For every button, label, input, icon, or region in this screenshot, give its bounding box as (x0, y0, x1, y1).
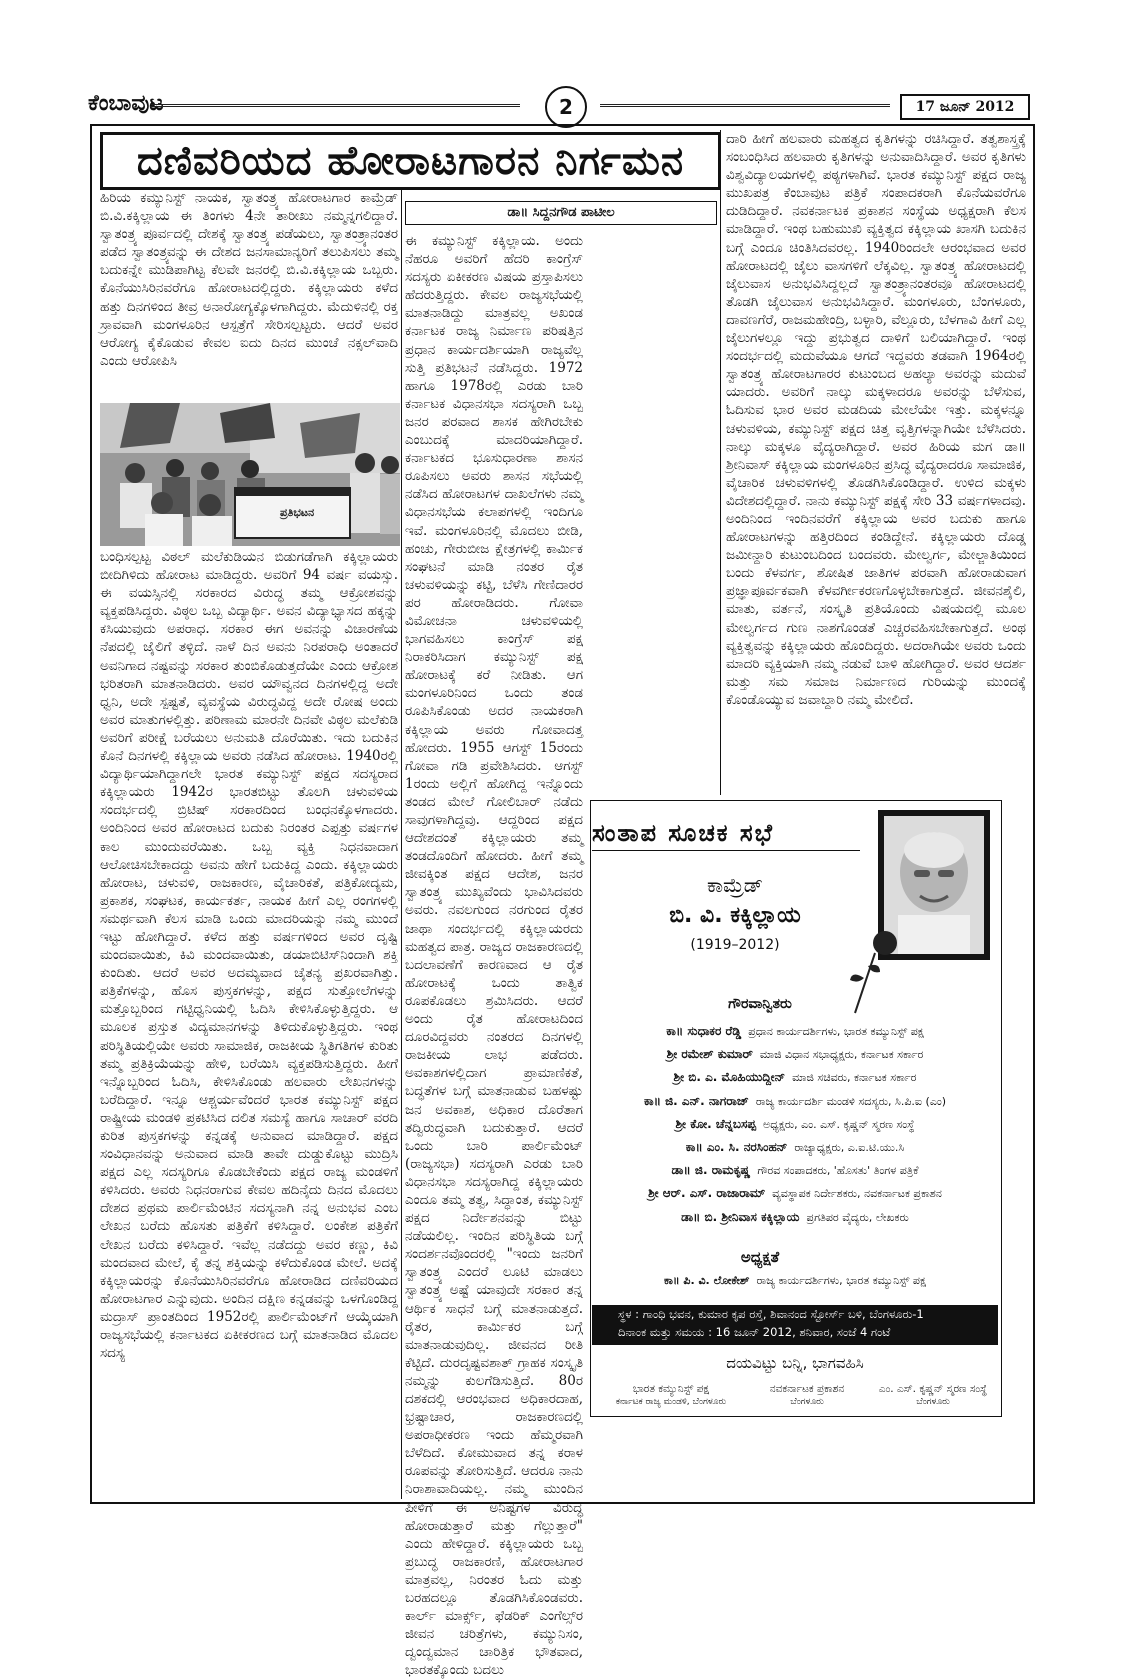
list-item: ಡಾ॥ ಬಿ. ಶ್ರೀನಿವಾಸ ಕಕ್ಕಿಲ್ಲಾಯ ಪ್ರಗತಿಪರ ವೈದ್ಯರು, ಲೇಖಕರು (681, 1209, 909, 1224)
organizer-1: ಭಾರತ ಕಮ್ಯುನಿಸ್ಟ್ ಪಕ್ಷ ಕರ್ನಾಟಕ ರಾಜ್ಯ ಮಂಡಳಿ, ಬೆಂಗಳೂರು (615, 1383, 727, 1407)
list-item: ಶ್ರೀ ಆರ್. ಎಸ್. ರಾಜಾರಾಮ್ ವ್ಯವಸ್ಥಾಪಕ ನಿರ್ದೇಶಕರು, ನವಕರ್ನಾಟಕ ಪ್ರಕಾಶನ (648, 1186, 942, 1201)
datetime-text: ದಿನಾಂಕ ಮತ್ತು ಸಮಯ : 16 ಜೂನ್ 2012, ಶನಿವಾರ, ಸಂಜೆ 4 ಗಂಟೆ (618, 1325, 891, 1339)
list-item: ಶ್ರೀ ಬಿ. ಎ. ಮೊಹಿಯುದ್ದೀನ್ ಮಾಜಿ ಸಚಿವರು, ಕರ್ನಾಟಕ ಸರ್ಕಾರ (673, 1070, 917, 1085)
chair-person (600, 1274, 990, 1288)
column-divider (401, 189, 402, 1499)
banner-text: ಪ್ರತಿಭಟನ (280, 506, 315, 519)
organizer-2: ನವಕರ್ನಾಟಕ ಪ್ರಕಾಶನ ಬೆಂಗಳೂರು (769, 1383, 845, 1407)
organizer-3: ಎಂ. ಎಸ್. ಕೃಷ್ಣನ್ ಸ್ಮರಣ ಸಂಸ್ಥೆ ಬೆಂಗಳೂರು (878, 1383, 988, 1407)
page-number: 2 (545, 86, 587, 128)
article-column-3 (726, 130, 1026, 795)
notice-deceased-name: ಬಿ. ವಿ. ಕಕ್ಕಿಲ್ಲಾಯ (669, 903, 801, 928)
newspaper-name: ಕೆಂಬಾವುಟ (88, 90, 164, 116)
article-byline: ಡಾ॥ ಸಿದ್ದನಗೌಡ ಪಾಟೀಲ (405, 201, 717, 225)
protest-photo (100, 403, 400, 546)
list-item: ಡಾ॥ ಜಿ. ರಾಮಕೃಷ್ಣ ಗೌರವ ಸಂಪಾದಕರು, 'ಹೊಸತು' ತಿಂಗಳ ಪತ್ರಿಕೆ (671, 1163, 919, 1178)
list-item: ಶ್ರೀ ರಮೇಶ್ ಕುಮಾರ್ ಮಾಜಿ ವಿಧಾನ ಸಭಾಧ್ಯಕ್ಷರು, ಕರ್ನಾಟಕ ಸರ್ಕಾರ (666, 1047, 924, 1062)
article-column-1-top (100, 189, 398, 401)
chair-name: ಕಾ॥ ಪಿ. ವಿ. ಲೋಕೇಶ್ (664, 1274, 750, 1287)
article-headline: ದಣಿವರಿಯದ ಹೋರಾಟಗಾರನ ನಿರ್ಗಮನ (100, 132, 721, 190)
header-divider-right (600, 104, 890, 107)
guest-list (600, 1020, 990, 1229)
guests-heading: ಗೌರವಾನ್ವಿತರು (728, 996, 792, 1012)
paragraph: ಹಿರಿಯ ಕಮ್ಯುನಿಸ್ಟ್ ನಾಯಕ, ಸ್ವಾತಂತ್ರ್ಯ ಹೋರಾಟಗಾರ ಕಾಮ್ರೆಡ್ ಬಿ.ವಿ.ಕಕ್ಕಿಲ್ಲಾಯ ಈ ತಿಂಗಳು 4ನೇ ತಾರೀಖು ನಮ್ಮನ್ನಗಲಿದ್ದಾರೆ. ಸ್ವಾತಂತ್ರ್ಯ ಪೂರ್ವದಲ್ಲಿ ದೇಶಕ್ಕೆ ಸ್ವಾತಂತ್ರ್ಯ ಪಡೆಯಲು, ಸ್ವಾತಂತ್ರ್ಯಾನಂತರ ಪಡೆದ ಸ್ವಾತಂತ್ರ್ಯವನ್ನು ಈ ದೇಶದ ಜನಸಾಮಾನ್ಯರಿಗೆ ತಲುಪಿಸಲು ತಮ್ಮ ಬದುಕನ್ನೇ ಮುಡಿಪಾಗಿಟ್ಟ ಕೆಲವೇ ಜನರಲ್ಲಿ ಬಿ.ವಿ.ಕಕ್ಕಿಲ್ಲಾಯ ಒಬ್ಬರು. ಕೊನೆಯುಸಿರಿನವರೆಗೂ ಹೋರಾಟದಲ್ಲಿದ್ದರು. ಕಕ್ಕಿಲ್ಲಾಯರು ಕಳೆದ ಹತ್ತು ದಿನಗಳಿಂದ ತೀವ್ರ ಅನಾರೋಗ್ಯಕ್ಕೊಳಗಾಗಿದ್ದರು. ಮೆದುಳಿನಲ್ಲಿ ರಕ್ತ ಸ್ರಾವವಾಗಿ ಮಂಗಳೂರಿನ ಆಸ್ಪತ್ರೆಗೆ ಸೇರಿಸಲ್ಪಟ್ಟರು. ಆದರೆ ಅವರ ಆರೋಗ್ಯ ಕೈಕೊಡುವ ಕೇವಲ ಐದು ದಿನದ ಮುಂಚೆ ನಕ್ಸಲ್‌ವಾದಿ ಎಂದು ಆರೋಪಿಸಿ (100, 190, 398, 369)
paragraph: ಈ ಕಮ್ಯುನಿಸ್ಟ್ ಕಕ್ಕಿಲ್ಲಾಯ. ಅಂದು ನೆಹರೂ ಅವರಿಗೆ ಹೆದರಿ ಕಾಂಗ್ರೆಸ್ ಸದಸ್ಯರು ಏಕೀಕರಣ ವಿಷಯ ಪ್ರಸ್ತಾಪಿಸಲು ಹೆದರುತ್ತಿದ್ದರು. ಕೇವಲ ರಾಜ್ಯಸಭೆಯಲ್ಲಿ ಮಾತನಾಡಿದ್ದು ಮಾತ್ರವಲ್ಲ ಅಖಂಡ ಕರ್ನಾಟಕ ರಾಜ್ಯ ನಿರ್ಮಾಣ ಪರಿಷತ್ತಿನ ಪ್ರಧಾನ ಕಾರ್ಯದರ್ಶಿಯಾಗಿ ರಾಜ್ಯವೆಲ್ಲ ಸುತ್ತಿ ಪ್ರತಿಭಟನೆ ನಡೆಸಿದ್ದರು. 1972 ಹಾಗೂ 1978ರಲ್ಲಿ ಎರಡು ಬಾರಿ ಕರ್ನಾಟಕ ವಿಧಾನಸಭಾ ಸದಸ್ಯರಾಗಿ ಒಬ್ಬ ಜನರ ಪರವಾದ ಶಾಸಕ ಹೇಗಿರಬೇಕು ಎಂಬುದಕ್ಕೆ ಮಾದರಿಯಾಗಿದ್ದಾರೆ. ಕರ್ನಾಟಕದ ಭೂಸುಧಾರಣಾ ಶಾಸನ ರೂಪಿಸಲು ಅವರು ಶಾಸನ ಸಭೆಯಲ್ಲಿ ನಡೆಸಿದ ಹೋರಾಟಗಳ ದಾಖಲೆಗಳು ನಮ್ಮ ವಿಧಾನಸಭೆಯ ಕಲಾಪಗಳಲ್ಲಿ ಇಂದಿಗೂ ಇವೆ. ಮಂಗಳೂರಿನಲ್ಲಿ ಮೊದಲು ಬೀಡಿ, ಹಂಚು, ಗೇರುಬೀಜ ಕ್ಷೇತ್ರಗಳಲ್ಲಿ ಕಾರ್ಮಿಕ ಸಂಘಟನೆ ಮಾಡಿ ನಂತರ ರೈತ ಚಳುವಳಿಯನ್ನು ಕಟ್ಟಿ, ಬೆಳೆಸಿ ಗೇಣಿದಾರರ ಪರ ಹೋರಾಡಿದರು. ಗೋವಾ ವಿಮೋಚನಾ ಚಳುವಳಿಯಲ್ಲಿ ಭಾಗವಹಿಸಲು ಕಾಂಗ್ರೆಸ್ ಪಕ್ಷ ನಿರಾಕರಿಸಿದಾಗ ಕಮ್ಯುನಿಸ್ಟ್ ಪಕ್ಷ ಹೋರಾಟಕ್ಕೆ ಕರೆ ನೀಡಿತು. ಆಗ ಮಂಗಳೂರಿನಿಂದ ಒಂದು ತಂಡ ರೂಪಿಸಿಕೊಂಡು ಅದರ ನಾಯಕರಾಗಿ ಕಕ್ಕಿಲ್ಲಾಯ ಅವರು ಗೋವಾದತ್ತ ಹೋದರು. 1955 ಆಗಸ್ಟ್ 15ರಂದು ಗೋವಾ ಗಡಿ ಪ್ರವೇಶಿಸಿದರು. ಆಗಸ್ಟ್ 1ರಂದು ಅಲ್ಲಿಗೆ ಹೋಗಿದ್ದ ಇನ್ನೊಂದು ತಂಡದ ಮೇಲೆ ಗೋಲಿಬಾರ್ ನಡೆದು ಸಾವುಗಳಾಗಿದ್ದವು. ಆದ್ದರಿಂದ ಪಕ್ಷದ ಆದೇಶದಂತೆ ಕಕ್ಕಿಲ್ಲಾಯರು ತಮ್ಮ ತಂಡದೊಂದಿಗೆ ಹೋದರು. ಹೀಗೆ ತಮ್ಮ ಜೀವಕ್ಕಿಂತ ಪಕ್ಷದ ಆದೇಶ, ಜನರ ಸ್ವಾತಂತ್ರ್ಯ ಮುಖ್ಯವೆಂದು ಭಾವಿಸಿದವರು ಅವರು. ನವಲಗುಂದ ನರಗುಂದ ರೈತರ ಜಾಥಾ ಸಂದರ್ಭದಲ್ಲಿ ಕಕ್ಕಿಲ್ಲಾಯರದು ಮಹತ್ವದ ಪಾತ್ರ. ರಾಜ್ಯದ ರಾಜಕಾರಣದಲ್ಲಿ ಬದಲಾವಣೆಗೆ ಕಾರಣವಾದ ಆ ರೈತ ಹೋರಾಟಕ್ಕೆ ಒಂದು ತಾತ್ವಿಕ ರೂಪಕೊಡಲು ಶ್ರಮಿಸಿದರು. ಆದರೆ ಅಂದು ರೈತ ಹೋರಾಟದಿಂದ ದೂರವಿದ್ದವರು ನಂತರದ ದಿನಗಳಲ್ಲಿ ರಾಜಕೀಯ ಲಾಭ ಪಡೆದರು. ಅವಕಾಶಗಳಲ್ಲಿದಾಗ ಪ್ರಾಮಾಣಿಕತೆ, ಬದ್ಧತೆಗಳ ಬಗ್ಗೆ ಮಾತನಾಡುವ ಬಹಳಷ್ಟು ಜನ ಅವಕಾಶ, ಅಧಿಕಾರ ದೊರೆತಾಗ ತದ್ವಿರುದ್ಧವಾಗಿ ಬದುಕುತ್ತಾರೆ. ಆದರೆ ಒಂದು ಬಾರಿ ಪಾರ್ಲಿಮೆಂಟ್ (ರಾಜ್ಯಸಭಾ) ಸದಸ್ಯರಾಗಿ ಎರಡು ಬಾರಿ ವಿಧಾನಸಭಾ ಸದಸ್ಯರಾಗಿದ್ದ ಕಕ್ಕಿಲ್ಲಾಯರು ಎಂದೂ ತಮ್ಮ ತತ್ವ, ಸಿದ್ಧಾಂತ, ಕಮ್ಯುನಿಸ್ಟ್ ಪಕ್ಷದ ನಿರ್ದೇಶನವನ್ನು ಬಿಟ್ಟು ನಡೆಯಲಿಲ್ಲ. ಇಂದಿನ ಪರಿಸ್ಥಿತಿಯ ಬಗ್ಗೆ ಸಂದರ್ಶನವೊಂದರಲ್ಲಿ "ಇಂದು ಜನರಿಗೆ ಸ್ವಾತಂತ್ರ್ಯ ಎಂದರೆ ಲೂಟಿ ಮಾಡಲು ಸ್ವಾತಂತ್ರ್ಯ ಅಷ್ಟೆ ಯಾವುದೇ ಸರಕಾರ ತನ್ನ ಆರ್ಥಿಕ ಸಾಧನೆ ಬಗ್ಗೆ ಮಾತನಾಡುತ್ತದೆ. ರೈತರ, ಕಾರ್ಮಿಕರ ಬಗ್ಗೆ ಮಾತನಾಡುವುದಿಲ್ಲ. ಜೀವನದ ರೀತಿ ಕೆಟ್ಟಿದೆ. ದುರದೃಷ್ಟವಶಾತ್ ಗ್ರಾಹಕ ಸಂಸ್ಕೃತಿ ನಮ್ಮನ್ನು ಕುಲಗೆಡಿಸುತ್ತಿದೆ. 80ರ ದಶಕದಲ್ಲಿ ಆರಂಭವಾದ ಅಧಿಕಾರದಾಹ, ಭ್ರಷ್ಟಾಚಾರ, ರಾಜಕಾರಣದಲ್ಲಿ ಅಪರಾಧೀಕರಣ ಇಂದು ಹೆಮ್ಮರವಾಗಿ ಬೆಳೆದಿದೆ. ಕೋಮುವಾದ ತನ್ನ ಕರಾಳ ರೂಪವನ್ನು ತೋರಿಸುತ್ತಿದೆ. ಆದರೂ ನಾನು ನಿರಾಶಾವಾದಿಯಲ್ಲ. ನಮ್ಮ ಮುಂದಿನ ಪೀಳಿಗೆ ಈ ಅನಿಷ್ಟಗಳ ವಿರುದ್ಧ ಹೋರಾಡುತ್ತಾರೆ ಮತ್ತು ಗೆಲ್ಲುತ್ತಾರೆ" ಎಂದು ಹೇಳಿದ್ದಾರೆ. ಕಕ್ಕಿಲ್ಲಾಯರು ಒಬ್ಬ ಪ್ರಬುದ್ಧ ರಾಜಕಾರಣಿ, ಹೋರಾಟಗಾರ ಮಾತ್ರವಲ್ಲ, ನಿರಂತರ ಓದು ಮತ್ತು ಬರಹದಲ್ಲೂ ತೊಡಗಿಸಿಕೊಂಡವರು. ಕಾರ್ಲ್ ಮಾರ್ಕ್ಸ್, ಫೆಡರಿಕ್ ಎಂಗೆಲ್ಸ್‌ರ ಜೀವನ ಚರಿತ್ರೆಗಳು, ಕಮ್ಯುನಿಸಂ, ದ್ವಂದ್ವಮಾನ ಚಾರಿತ್ರಿಕ ಭೌತವಾದ, ಭಾರತಕ್ಕೊಂದು ಬದಲು (405, 233, 583, 1679)
chair-role: ರಾಜ್ಯ ಕಾರ್ಯದರ್ಶಿಗಳು, ಭಾರತ ಕಮ್ಯುನಿಸ್ಟ್ ಪಕ್ಷ (756, 1274, 926, 1287)
notice-years: (1919–2012) (690, 937, 780, 953)
notice-honorific: ಕಾಮ್ರೆಡ್ (707, 873, 763, 897)
article-column-2 (405, 232, 583, 1679)
invitation-text: ದಯವಿಟ್ಟು ಬನ್ನಿ, ಭಾಗವಹಿಸಿ (726, 1354, 864, 1372)
paragraph: ದಾರಿ ಹೀಗೆ ಹಲವಾರು ಮಹತ್ವದ ಕೃತಿಗಳನ್ನು ರಚಿಸಿದ್ದಾರೆ. ತತ್ವಶಾಸ್ತ್ರಕ್ಕೆ ಸಂಬಂಧಿಸಿದ ಹಲವಾರು ಕೃತಿಗಳನ್ನು ಅನುವಾದಿಸಿದ್ದಾರೆ. ಅವರ ಕೃತಿಗಳು ವಿಶ್ವವಿದ್ಯಾಲಯಗಳಲ್ಲಿ ಪಠ್ಯಗಳಾಗಿವೆ. ಭಾರತ ಕಮ್ಯುನಿಸ್ಟ್ ಪಕ್ಷದ ರಾಜ್ಯ ಮುಖಪತ್ರ ಕೆಂಬಾವುಟ ಪತ್ರಿಕೆ ಸಂಪಾದಕರಾಗಿ ಕೊನೆಯವರೆಗೂ ದುಡಿದಿದ್ದಾರೆ. ನವಕರ್ನಾಟಕ ಪ್ರಕಾಶನ ಸಂಸ್ಥೆಯ ಅಧ್ಯಕ್ಷರಾಗಿ ಕೆಲಸ ಮಾಡಿದ್ದಾರೆ. ಇಂಥ ಬಹುಮುಖಿ ವ್ಯಕ್ತಿತ್ವದ ಕಕ್ಕಿಲ್ಲಾಯ ಖಾಸಗಿ ಬದುಕಿನ ಬಗ್ಗೆ ಎಂದೂ ಚಿಂತಿಸಿದವರಲ್ಲ. 1940ರಿಂದಲೇ ಆರಂಭವಾದ ಅವರ ಹೋರಾಟದಲ್ಲಿ ಜೈಲು ವಾಸಗಳಿಗೆ ಲೆಕ್ಕವಿಲ್ಲ. ಸ್ವಾತಂತ್ರ್ಯ ಹೋರಾಟದಲ್ಲಿ ಜೈಲುವಾಸ ಅನುಭವಿಸಿದ್ದಲ್ಲದೆ ಸ್ವಾತಂತ್ರ್ಯಾನಂತರವೂ ಹೋರಾಟದಲ್ಲಿ ತೊಡಗಿ ಜೈಲುವಾಸ ಅನುಭವಿಸಿದ್ದಾರೆ. ಮಂಗಳೂರು, ಬೆಂಗಳೂರು, ದಾವಣಗೆರೆ, ರಾಜಮಹೇಂದ್ರಿ, ಬಳ್ಳಾರಿ, ವೆಲ್ಲೂರು, ಬೆಳಗಾವಿ ಹೀಗೆ ಎಲ್ಲ ಜೈಲುಗಳಲ್ಲೂ ಇದ್ದು ಪ್ರಭುತ್ವದ ದಾಳಿಗೆ ಬಲಿಯಾಗಿದ್ದಾರೆ. ಇಂಥ ಸಂದರ್ಭದಲ್ಲಿ ಮದುವೆಯೂ ಆಗದೆ ಇದ್ದವರು ತಡವಾಗಿ 1964ರಲ್ಲಿ ಸ್ವಾತಂತ್ರ್ಯ ಹೋರಾಟಗಾರರ ಕುಟುಂಬದ ಅಹಲ್ಯಾ ಅವರನ್ನು ಮದುವೆ ಯಾದರು. ಅವರಿಗೆ ನಾಲ್ಕು ಮಕ್ಕಳಾದರೂ ಅವರನ್ನು ಬೆಳೆಸುವ, ಓದಿಸುವ ಭಾರ ಅವರ ಮಡದಿಯ ಮೇಲೆಯೇ ಇತ್ತು. ಮಕ್ಕಳನ್ನೂ ಚಳುವಳಿಯ, ಕಮ್ಯುನಿಸ್ಟ್ ಪಕ್ಷದ ಚಿತ್ತ ವೃತ್ತಿಗಳನ್ನಾಗಿಯೇ ಬೆಳೆಸಿದರು. ನಾಲ್ಕು ಮಕ್ಕಳೂ ವೈದ್ಯರಾಗಿದ್ದಾರೆ. ಅವರ ಹಿರಿಯ ಮಗ ಡಾ॥ ಶ್ರೀನಿವಾಸ್ ಕಕ್ಕಿಲ್ಲಾಯ ಮಂಗಳೂರಿನ ಪ್ರಸಿದ್ಧ ವೈದ್ಯರಾದರೂ ಸಾಮಾಜಿಕ, ವೈಚಾರಿಕ ಚಳುವಳಿಗಳಲ್ಲಿ ತೊಡಗಿಸಿಕೊಂಡಿದ್ದಾರೆ. ಉಳಿದ ಮಕ್ಕಳು ವಿದೇಶದಲ್ಲಿದ್ದಾರೆ. ನಾನು ಕಮ್ಯುನಿಸ್ಟ್ ಪಕ್ಷಕ್ಕೆ ಸೇರಿ 33 ವರ್ಷಗಳಾದವು. ಅಂದಿನಿಂದ ಇಂದಿನವರೆಗೆ ಕಕ್ಕಿಲ್ಲಾಯ ಅವರ ಬದುಕು ಹಾಗೂ ಹೋರಾಟಗಳನ್ನು ಹತ್ತಿರದಿಂದ ಕಂಡಿದ್ದೇನೆ. ಕಕ್ಕಿಲ್ಲಾಯರು ದೊಡ್ಡ ಜಮೀನ್ದಾರಿ ಕುಟುಂಬದಿಂದ ಬಂದವರು. ಮೇಲ್ವರ್ಗ, ಮೇಲ್ಜಾತಿಯಿಂದ ಬಂದು ಕೆಳವರ್ಗ, ಶೋಷಿತ ಜಾತಿಗಳ ಪರವಾಗಿ ಹೋರಾಡುವಾಗ ಪ್ರಜ್ಞಾಪೂರ್ವಕವಾಗಿ ಕೆಳವರ್ಗೀಕರಣಗೊಳ್ಳಬೇಕಾಗುತ್ತದೆ. ಜೀವನಶೈಲಿ, ಮಾತು, ವರ್ತನೆ, ಸಂಸ್ಕೃತಿ ಪ್ರತಿಯೊಂದು ವಿಷಯದಲ್ಲಿ ಮೂಲ ಮೇಲ್ವರ್ಗದ ಗುಣ ನಾಶಗೊಂಡತೆ ಎಚ್ಚರವಹಿಸಬೇಕಾಗುತ್ತದೆ. ಅಂಥ ವ್ಯಕ್ತಿತ್ವವನ್ನು ಕಕ್ಕಿಲ್ಲಾಯರು ಹೊಂದಿದ್ದರು. ಅದರಾಗಿಯೇ ಅವರು ಒಂದು ಮಾದರಿ ವ್ಯಕ್ತಿಯಾಗಿ ನಮ್ಮ ನಡುವೆ ಬಾಳಿ ಹೋಗಿದ್ದಾರೆ. ಅವರ ಆದರ್ಶ ಮತ್ತು ಸಮ ಸಮಾಜ ನಿರ್ಮಾಣದ ಗುರಿಯನ್ನು ಮುಂದಕ್ಕೆ ಕೊಂಡೊಯ್ಯುವ ಜವಾಬ್ದಾರಿ ನಮ್ಮ ಮೇಲಿದೆ. (726, 131, 1026, 708)
article-column-1-bottom (100, 548, 398, 1498)
list-item: ಶ್ರೀ ಕೋ. ಚೆನ್ನಬಸಪ್ಪ ಅಧ್ಯಕ್ಷರು, ಎಂ. ಎಸ್. ಕೃಷ್ಣನ್ ಸ್ಮರಣ ಸಂಸ್ಥೆ (675, 1116, 915, 1131)
notice-title: ಸಂತಾಪ ಸೂಚಕ ಸಭೆ (592, 818, 775, 847)
paragraph: ಬಂಧಿಸಲ್ಪಟ್ಟ ವಿಠಲ್ ಮಲೆಕುಡಿಯನ ಬಿಡುಗಡೆಗಾಗಿ ಕಕ್ಕಿಲ್ಲಾಯರು ಬೀದಿಗಿಳಿದು ಹೋರಾಟ ಮಾಡಿದ್ದರು. ಅವರಿಗೆ 94 ವರ್ಷ ವಯಸ್ಸು. ಈ ವಯಸ್ಸಿನಲ್ಲಿ ಸರಕಾರದ ವಿರುದ್ಧ ತಮ್ಮ ಆಕ್ರೋಶವನ್ನು ವ್ಯಕ್ತಪಡಿಸಿದ್ದರು. ವಿಠ್ಠಲ ಒಬ್ಬ ವಿದ್ಯಾರ್ಥಿ. ಅವನ ವಿದ್ಯಾಭ್ಯಾಸದ ಹಕ್ಕನ್ನು ಕಸಿಯುವುದು ಅಪರಾಧ. ಸರಕಾರ ಈಗ ಅವನನ್ನು ವಿಚಾರಣೆಯ ನೆಪದಲ್ಲಿ ಜೈಲಿಗೆ ತಳ್ಳಿದೆ. ನಾಳೆ ದಿನ ಅವನು ನಿರಪರಾಧಿ ಅಂತಾದರೆ ಅವನಿಗಾದ ನಷ್ಟವನ್ನು ಸರಕಾರ ತುಂಬಿಕೊಡುತ್ತದೆಯೇ ಎಂದು ಆಕ್ರೋಶ ಭರಿತರಾಗಿ ಮಾತನಾಡಿದರು. ಅವರ ಯೌವ್ವನದ ದಿನಗಳಲ್ಲಿದ್ದ ಅದೇ ಧ್ವನಿ, ಅದೇ ಸ್ಪಷ್ಟತೆ, ವ್ಯವಸ್ಥೆಯ ವಿರುದ್ಧವಿದ್ದ ಅದೇ ರೋಷ ಅಂದು ಅವರ ಮಾತುಗಳಲ್ಲಿತ್ತು. ಪರಿಣಾಮ ಮಾರನೇ ದಿನವೇ ವಿಠ್ಠಲ ಮಲೆಕುಡಿ ಅವರಿಗೆ ಪರೀಕ್ಷೆ ಬರೆಯಲು ಅನುಮತಿ ದೊರೆಯಿತು. ಇದು ಬದುಕಿನ ಕೊನೆ ದಿನಗಳಲ್ಲಿ ಕಕ್ಕಿಲ್ಲಾಯ ಅವರು ನಡೆಸಿದ ಹೋರಾಟ. 1940ರಲ್ಲಿ ವಿದ್ಯಾರ್ಥಿಯಾಗಿದ್ದಾಗಲೇ ಭಾರತ ಕಮ್ಯುನಿಸ್ಟ್ ಪಕ್ಷದ ಸದಸ್ಯರಾದ ಕಕ್ಕಿಲ್ಲಾಯರು 1942ರ ಭಾರತಬಿಟ್ಟು ತೊಲಗಿ ಚಳುವಳಿಯ ಸಂದರ್ಭದಲ್ಲಿ ಬ್ರಿಟಿಷ್ ಸರಕಾರದಿಂದ ಬಂಧನಕ್ಕೊಳಗಾದರು. ಅಂದಿನಿಂದ ಅವರ ಹೋರಾಟದ ಬದುಕು ನಿರಂತರ ಎಪ್ಪತ್ತು ವರ್ಷಗಳ ಕಾಲ ಮುಂದುವರೆಯಿತು. ಒಬ್ಬ ವ್ಯಕ್ತಿ ನಿಧನವಾದಾಗ ಆಲೋಚಿಸಬೇಕಾದದ್ದು ಅವನು ಹೇಗೆ ಬದುಕಿದ್ದ ಎಂದು. ಕಕ್ಕಿಲ್ಲಾಯರು ಹೋರಾಟ, ಚಳುವಳಿ, ರಾಜಕಾರಣ, ವೈಚಾರಿಕತೆ, ಪತ್ರಿಕೋದ್ಯಮ, ಪ್ರಕಾಶಕ, ಸಂಘಟಕ, ಕಾರ್ಯಕರ್ತ, ನಾಯಕ ಹೀಗೆ ಎಲ್ಲ ರಂಗಗಳಲ್ಲಿ ಸಮರ್ಥವಾಗಿ ಕೆಲಸ ಮಾಡಿ ಒಂದು ಮಾದರಿಯನ್ನು ನಮ್ಮ ಮುಂದೆ ಇಟ್ಟು ಹೋಗಿದ್ದಾರೆ. ಕಳೆದ ಹತ್ತು ವರ್ಷಗಳಿಂದ ಅವರ ದೃಷ್ಟಿ ಮಂದವಾಯಿತು, ಕಿವಿ ಮಂದವಾಯಿತು, ಡಯಾಬಿಟಿಸ್‌ನಿಂದಾಗಿ ಶಕ್ತಿ ಕುಂದಿತು. ಆದರೆ ಅವರ ಅದಮ್ಯವಾದ ಚೈತನ್ಯ ಪ್ರಖರವಾಗಿತ್ತು. ಪತ್ರಿಕೆಗಳನ್ನು, ಹೊಸ ಪುಸ್ತಕಗಳನ್ನು, ಪಕ್ಷದ ಸುತ್ತೋಲೆಗಳನ್ನು ಮತ್ತೊಬ್ಬರಿಂದ ಗಟ್ಟಿಧ್ವನಿಯಲ್ಲಿ ಓದಿಸಿ ಕೇಳಿಸಿಕೊಳ್ಳುತ್ತಿದ್ದರು. ಆ ಮೂಲಕ ಪ್ರಸ್ತುತ ವಿದ್ಯಮಾನಗಳನ್ನು ತಿಳಿದುಕೊಳ್ಳುತ್ತಿದ್ದರು. ಇಂಥ ಪರಿಸ್ಥಿತಿಯಲ್ಲಿಯೇ ಅವರು ಸಾಮಾಜಿಕ, ರಾಜಕೀಯ ಸ್ಥಿತಿಗತಿಗಳ ಕುರಿತು ತಮ್ಮ ಪ್ರತಿಕ್ರಿಯೆಯನ್ನು ಹೇಳಿ, ಬರೆಯಿಸಿ ವ್ಯಕ್ತಪಡಿಸುತ್ತಿದ್ದರು. ಹೀಗೆ ಇನ್ನೊಬ್ಬರಿಂದ ಓದಿಸಿ, ಕೇಳಿಸಿಕೊಂಡು ಹಲವಾರು ಲೇಖನಗಳನ್ನು ಬರೆದಿದ್ದಾರೆ. ಇನ್ನೂ ಆಶ್ಚರ್ಯವೆಂದರೆ ಭಾರತ ಕಮ್ಯುನಿಸ್ಟ್ ಪಕ್ಷದ ರಾಷ್ಟ್ರೀಯ ಮಂಡಳಿ ಪ್ರಕಟಿಸಿದ ದಲಿತ ಸಮಸ್ಯೆ ಹಾಗೂ ಸಾಚಾರ್ ವರದಿ ಕುರಿತ ಪುಸ್ತಕಗಳನ್ನು ಕನ್ನಡಕ್ಕೆ ಅನುವಾದ ಮಾಡಿದ್ದಾರೆ. ಪಕ್ಷದ ಸಂವಿಧಾನವನ್ನು ಅನುವಾದ ಮಾಡಿ ತಾವೇ ದುಡ್ಡುಕೊಟ್ಟು ಮುದ್ರಿಸಿ ಪಕ್ಷದ ಎಲ್ಲ ಸದಸ್ಯರಿಗೂ ಕೊಡಬೇಕೆಂದು ಪಕ್ಷದ ರಾಜ್ಯ ಮಂಡಳಿಗೆ ಕಳಿಸಿದರು. ಅವರು ನಿಧನರಾಗುವ ಕೇವಲ ಹದಿನೈದು ದಿನದ ಮೊದಲು ದೇಶದ ಪ್ರಥಮ ಪಾರ್ಲಿಮೆಂಟಿನ ಸದಸ್ಯನಾಗಿ ನನ್ನ ಅನುಭವ ಎಂಬ ಲೇಖನ ಬರೆದು ಹೊಸತು ಪತ್ರಿಕೆಗೆ ಕಳಿಸಿದ್ದಾರೆ. ಲಂಕೇಶ ಪತ್ರಿಕೆಗೆ ಲೇಖನ ಬರೆದು ಕಳಿಸಿದ್ದಾರೆ. ಇವೆಲ್ಲ ನಡೆದದ್ದು ಅವರ ಕಣ್ಣು, ಕಿವಿ ಮಂದವಾದ ಮೇಲೆ, ಕೈ ತನ್ನ ಶಕ್ತಿಯನ್ನು ಕಳೆದುಕೊಂಡ ಮೇಲೆ. ಅದಕ್ಕೆ ಕಕ್ಕಿಲ್ಲಾಯರನ್ನು ಕೊನೆಯುಸಿರಿನವರೆಗೂ ಹೋರಾಡಿದ ದಣಿವರಿಯದ ಹೋರಾಟಗಾರ ಎನ್ನುವುದು. ಅಂದಿನ ದಕ್ಷಿಣ ಕನ್ನಡವನ್ನು ಒಳಗೊಂಡಿದ್ದ ಮದ್ರಾಸ್ ಪ್ರಾಂತದಿಂದ 1952ರಲ್ಲಿ ಪಾರ್ಲಿಮೆಂಟ್‌ಗೆ ಆಯ್ಕೆಯಾಗಿ ರಾಜ್ಯಸಭೆಯಲ್ಲಿ ಕರ್ನಾಟಕದ ಏಕೀಕರಣದ ಬಗ್ಗೆ ಮಾತನಾಡಿದ ಮೊದಲ ಸದಸ್ಯ (100, 549, 398, 1362)
notice-title-underline (592, 850, 860, 851)
venue-text: ಸ್ಥಳ : ಗಾಂಧಿ ಭವನ, ಕುಮಾರ ಕೃಪ ರಸ್ತೆ, ಶಿವಾನಂದ ಸ್ಟೋರ್ಸ್ ಬಳಿ, ಬೆಂಗಳೂರು-1 (618, 1307, 924, 1321)
issue-date: 17 ಜೂನ್ 2012 (900, 94, 1030, 120)
list-item: ಕಾ॥ ಎಂ. ಸಿ. ನರಸಿಂಹನ್ ರಾಜ್ಯಾಧ್ಯಕ್ಷರು, ಎ.ಐ.ಟಿ.ಯು.ಸಿ (685, 1140, 905, 1155)
venue-banner (592, 1305, 998, 1345)
chair-heading: ಅಧ್ಯಕ್ಷತೆ (740, 1248, 780, 1266)
column-divider (720, 130, 721, 795)
list-item: ಕಾ॥ ಜಿ. ಎನ್. ನಾಗರಾಜ್ ರಾಜ್ಯ ಕಾರ್ಯದರ್ಶಿ ಮಂಡಳಿ ಸದಸ್ಯರು, ಸಿ.ಪಿ.ಐ (ಎಂ) (643, 1093, 947, 1108)
header-divider-left (150, 104, 520, 107)
list-item: ಕಾ॥ ಸುಧಾಕರ ರೆಡ್ಡಿ ಪ್ರಧಾನ ಕಾರ್ಯದರ್ಶಿಗಳು, ಭಾರತ ಕಮ್ಯುನಿಸ್ಟ್ ಪಕ್ಷ (666, 1024, 924, 1038)
